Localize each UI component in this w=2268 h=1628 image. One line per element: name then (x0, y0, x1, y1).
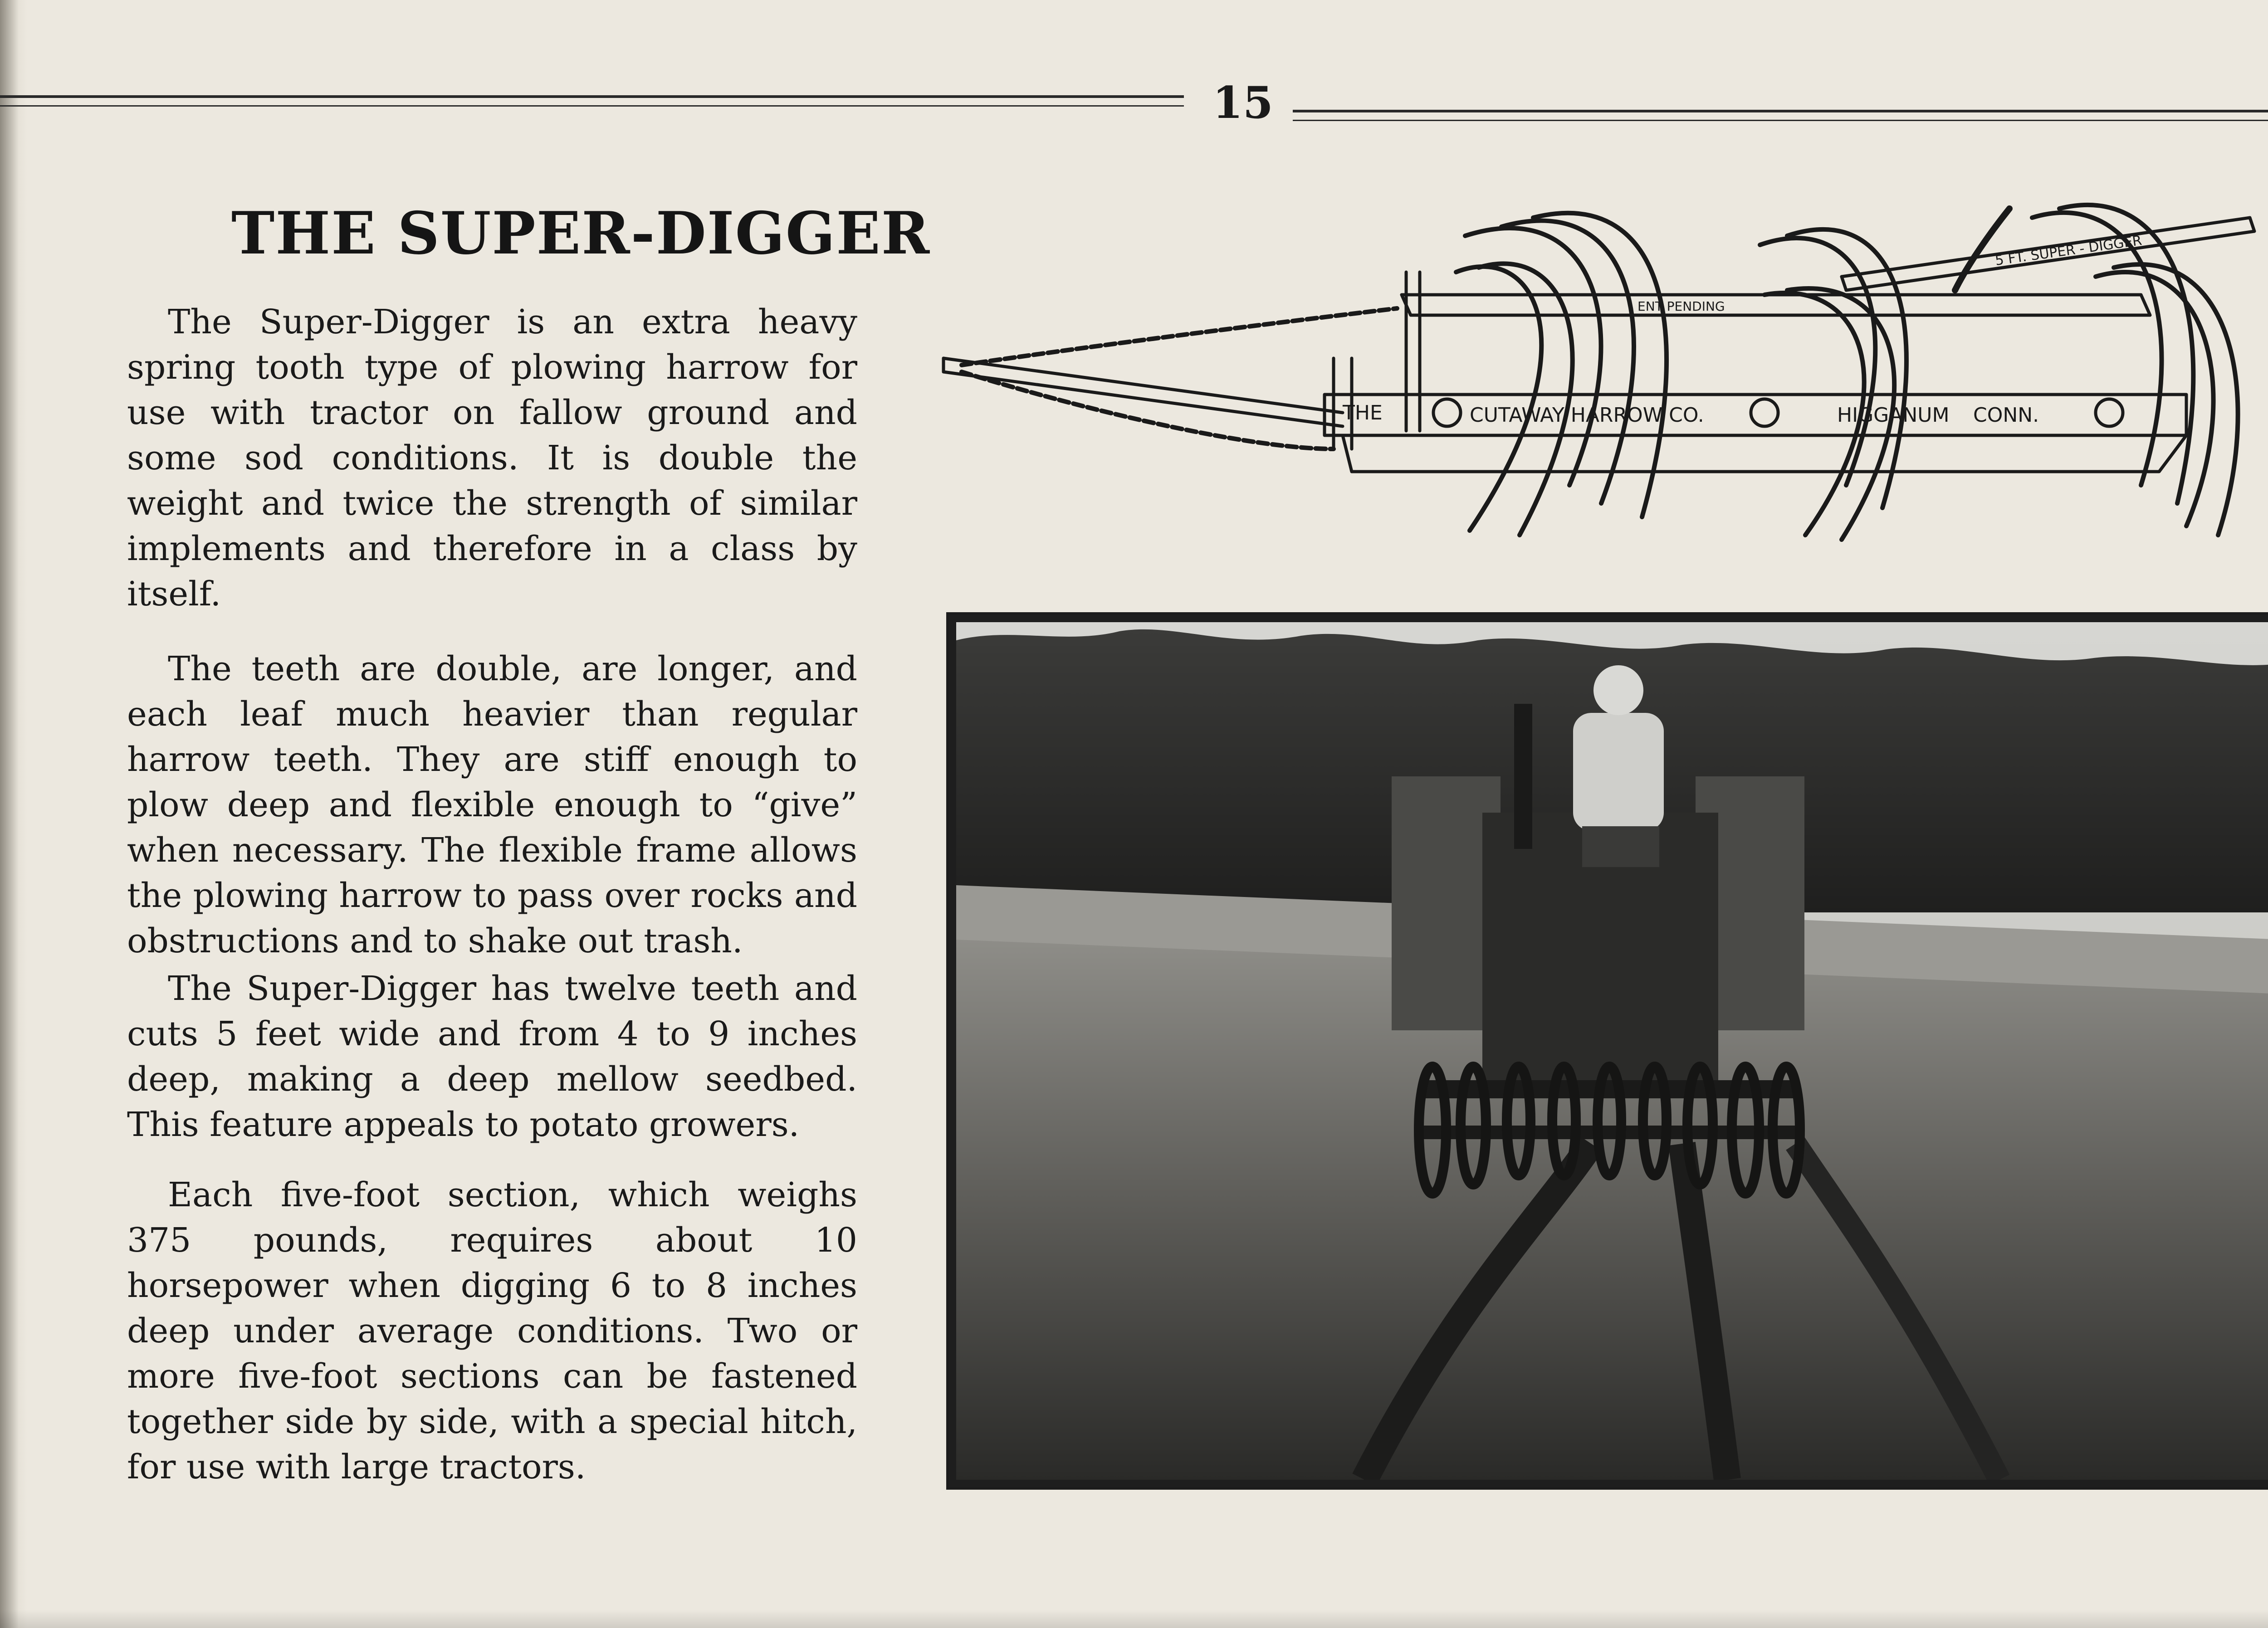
frame-label-the: THE (1343, 401, 1383, 424)
header-rule-left (0, 95, 1184, 98)
frame-label-state: CONN. (1973, 404, 2039, 427)
header-rule-left-thin (0, 105, 1184, 107)
paragraph-intro (127, 299, 857, 617)
book-spine-shadow (0, 0, 18, 1628)
page-bottom-shadow (0, 1610, 2268, 1628)
bar-label-patent: ENT PENDING (1637, 299, 1725, 314)
field-photo-frame (946, 612, 2268, 1490)
article-title: THE SUPER-DIGGER (231, 200, 931, 268)
tractor-harrow-photo (956, 622, 2268, 1480)
paragraph-teeth (127, 646, 857, 964)
paragraph-text: The teeth are double, are longer, and each leaf much heavier than regular harrow teeth. They are stiff enough to plow deep and flexible enough to “give” when necessary. The flexible frame allows the plowing harrow to pass over rocks and obstructions and to shake out trash. (127, 649, 857, 960)
frame-label-town: HIGGANUM (1837, 404, 1950, 427)
bar-label-model: 5 FT. SUPER - DIGGER (1994, 232, 2143, 269)
paragraph-power (127, 1172, 857, 1490)
paragraph-dimensions (127, 966, 857, 1147)
header-rule-right (1293, 110, 2268, 112)
page-number: 15 (1212, 77, 1273, 128)
paragraph-text: The Super-Digger has twelve teeth and cuts 5 feet wide and from 4 to 9 inches deep, making a deep mellow seedbed. This feature appeals to potato growers. (127, 969, 857, 1144)
frame-label-company: CUTAWAY HARROW CO. (1470, 404, 1704, 427)
harrow-illustration (934, 159, 2268, 553)
paragraph-text: Each five-foot section, which weighs 375 pounds, requires about 10 horsepower when digging 6 to 8 inches deep under average conditions. Two or more five-foot sections can be fastened together side by side, with a special hitch, for use with large tractors. (127, 1175, 857, 1487)
paragraph-text: The Super-Digger is an extra heavy spring tooth type of plowing harrow for use with tractor on fallow ground and some sod conditions. It is double the weight and twice the strength of similar implements and therefore in a class by itself. (127, 302, 857, 614)
header-rule-right-thin (1293, 120, 2268, 121)
